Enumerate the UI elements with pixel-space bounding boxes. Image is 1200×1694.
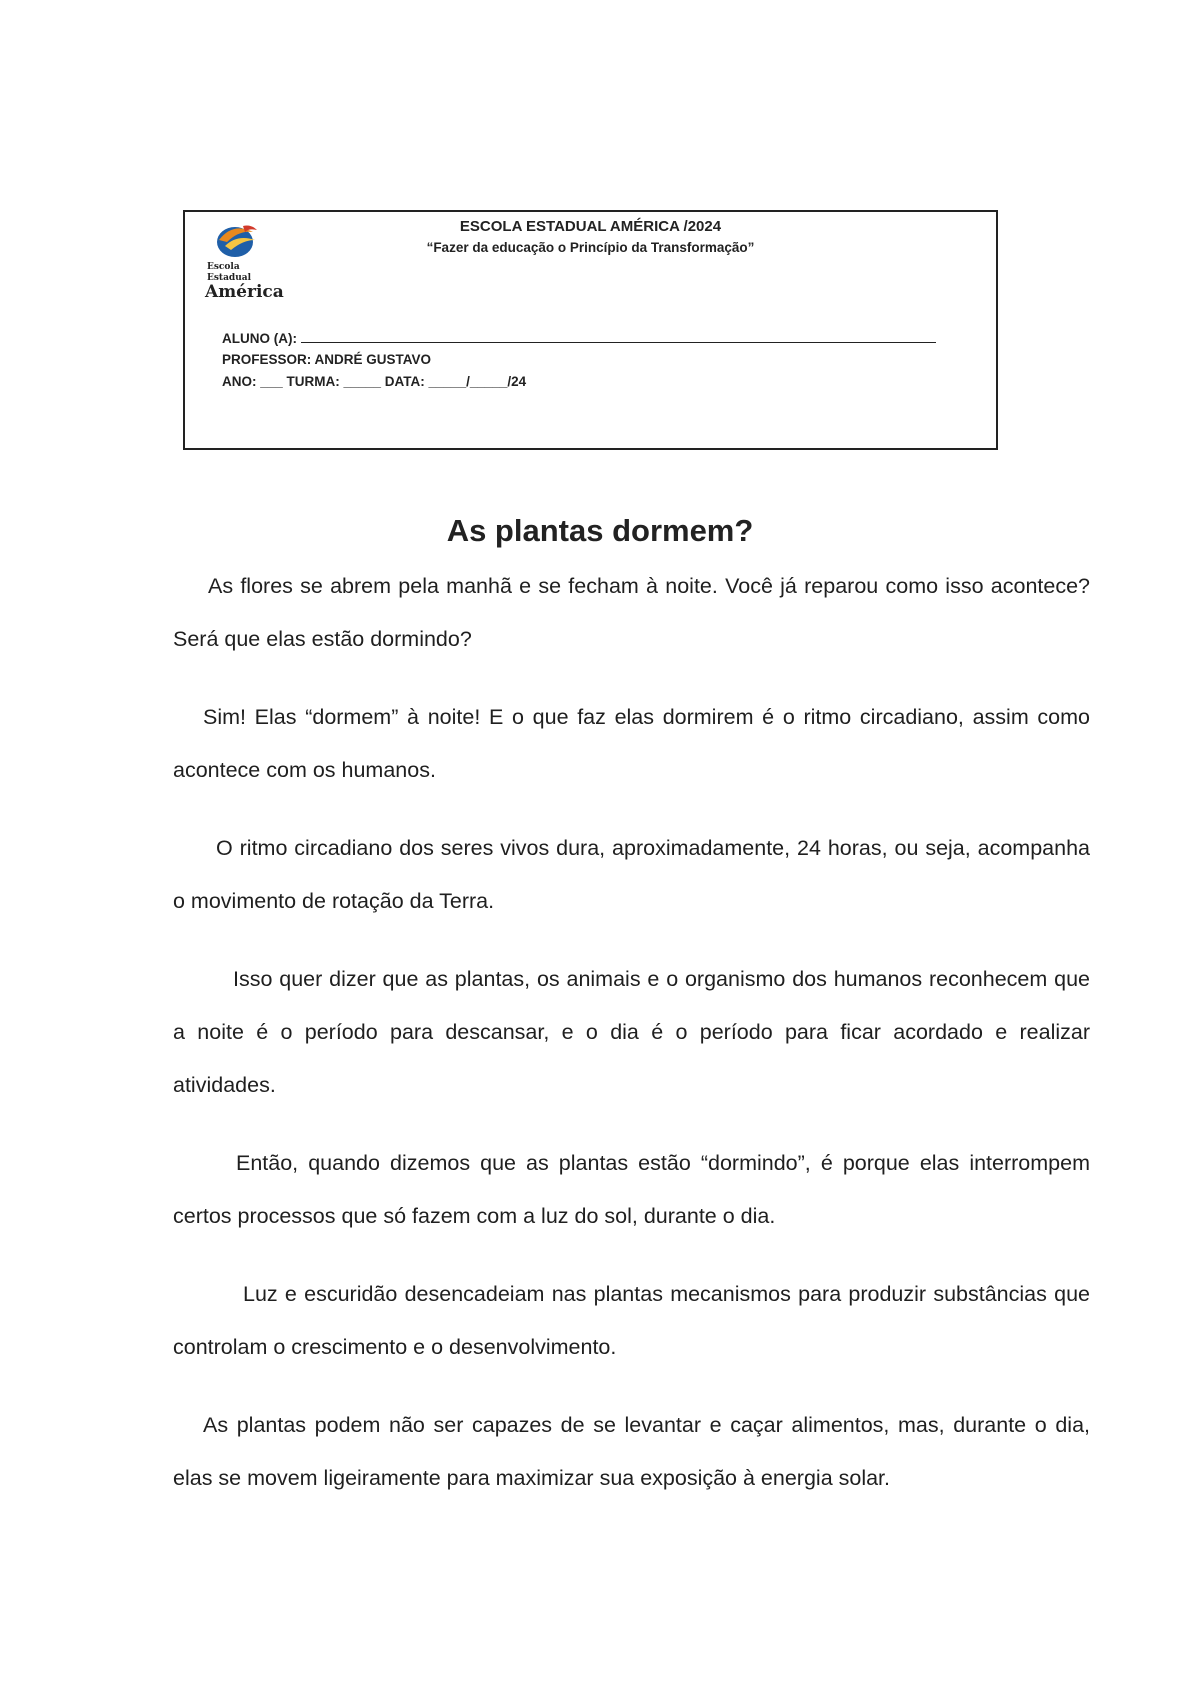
school-header — [183, 210, 998, 450]
logo-subtitle: Escola Estadual — [207, 262, 252, 283]
paragraph-3: O ritmo circadiano dos seres vivos dura, aproximadamente, 24 horas, ou seja, acompanha o movimento de rotação da Terra. — [173, 836, 1090, 913]
paragraph-6: Luz e escuridão desencadeiam nas plantas mecanismos para produzir substâncias que controlam o crescimento e o desenvolvimento. — [173, 1282, 1090, 1359]
paragraph-7: As plantas podem não ser capazes de se levantar e caçar alimentos, mas, durante o dia, elas se movem ligeiramente para maximizar sua exposição à energia solar. — [173, 1413, 1090, 1490]
school-name: ESCOLA ESTADUAL AMÉRICA /2024 — [459, 218, 722, 235]
student-name-blank[interactable] — [301, 330, 936, 343]
page-title: As plantas dormem? — [446, 513, 754, 548]
class-date-line: ANO: ___ TURMA: _____ DATA: _____/_____/24 — [222, 374, 527, 389]
paragraph-1: As flores se abrem pela manhã e se fecham à noite. Você já reparou como isso acontece? Será que elas estão dormindo? — [173, 574, 1090, 651]
student-field — [222, 330, 936, 346]
paragraph-2: Sim! Elas “dormem” à noite! E o que faz elas dormirem é o ritmo circadiano, assim como acontece com os humanos. — [173, 705, 1090, 782]
paragraph-4: Isso quer dizer que as plantas, os animais e o organismo dos humanos reconhecem que a noite é o período para descansar, e o dia é o período para ficar acordado e realizar atividades. — [173, 967, 1090, 1097]
paragraph-5: Então, quando dizemos que as plantas estão “dormindo”, é porque elas interrompem certos processos que só fazem com a luz do sol, durante o dia. — [173, 1151, 1090, 1228]
school-motto: “Fazer da educação o Princípio da Transformação” — [426, 240, 755, 255]
logo-name: América — [205, 282, 284, 302]
student-label: ALUNO (A): — [222, 331, 297, 346]
teacher-line: PROFESSOR: ANDRÉ GUSTAVO — [222, 352, 432, 367]
